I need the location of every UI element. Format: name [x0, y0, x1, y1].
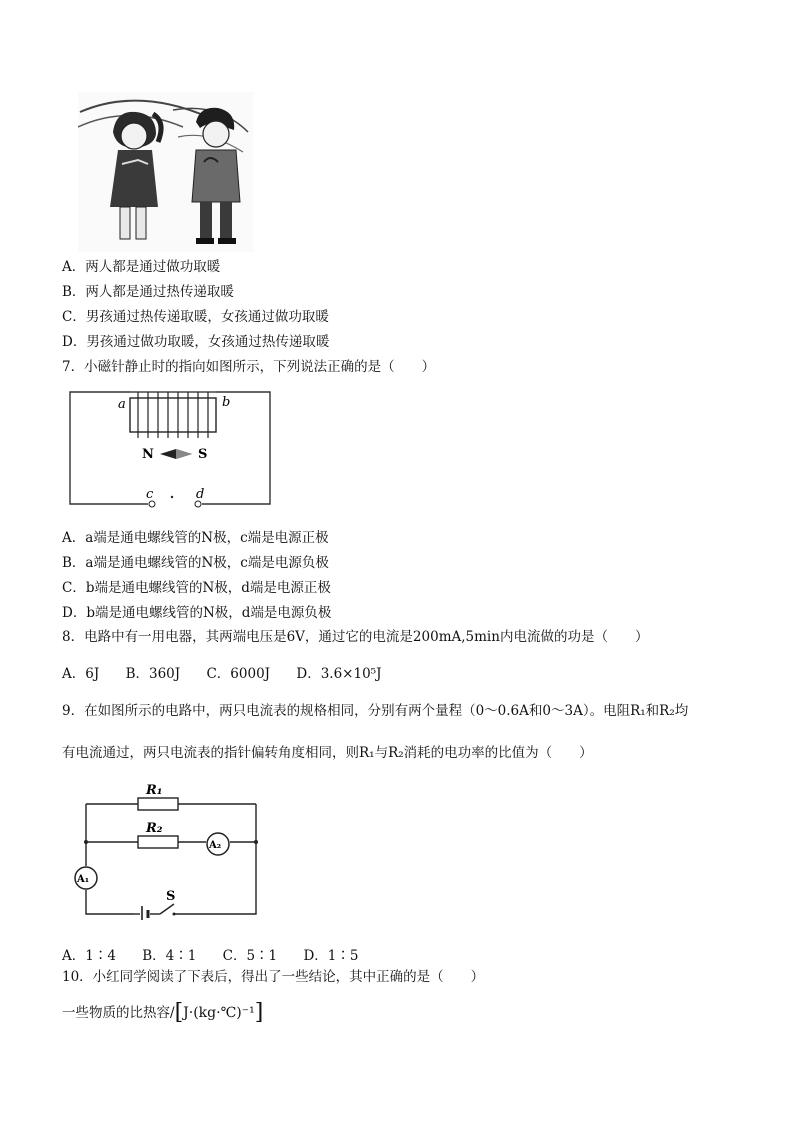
q8-option-c: C．6000J	[206, 666, 271, 682]
q7-option-b: B．a端是通电螺线管的N极，c端是电源负极	[62, 555, 329, 571]
label-c: c	[146, 487, 154, 502]
q9-option-a: A．1∶4	[62, 948, 116, 964]
q9-stem-line1: 9．在如图所示的电路中，两只电流表的规格相同，分别有两个量程（0～0.6A和0～3A）。电阻R₁和R₂均	[62, 703, 689, 719]
q6-option-c: C．男孩通过热传递取暖，女孩通过做功取暖	[62, 309, 329, 325]
q7-stem: 7．小磁针静止时的指向如图所示，下列说法正确的是（ ）	[62, 359, 436, 375]
label-r2: R₂	[146, 821, 163, 836]
q10-table-title: 一些物质的比热容/[J·(kg·℃)⁻¹]	[62, 1000, 264, 1025]
q6-option-a: A．两人都是通过做功取暖	[62, 259, 221, 275]
q9-stem-line2: 有电流通过，两只电流表的指针偏转角度相同，则R₁与R₂消耗的电功率的比值为（ ）	[62, 745, 593, 761]
ammeter-circuit-diagram	[66, 780, 266, 920]
q8-options	[62, 662, 403, 682]
q9-option-d: D．1∶5	[303, 948, 359, 964]
q8-stem: 8．电路中有一用电器，其两端电压是6V，通过它的电流是200mA,5min内电流做的功是（ ）	[62, 629, 649, 645]
q8-option-b: B．360J	[125, 666, 181, 682]
label-b: b	[222, 395, 231, 410]
q9-option-b: B．4∶1	[142, 948, 197, 964]
label-s: S	[198, 447, 208, 462]
q9-options	[62, 944, 380, 964]
q6-option-d: D．男孩通过做功取暖，女孩通过热传递取暖	[62, 334, 330, 350]
label-r1: R₁	[146, 783, 163, 798]
q10-stem: 10．小红同学阅读了下表后，得出了一些结论，其中正确的是（ ）	[62, 969, 485, 985]
q7-option-a: A．a端是通电螺线管的N极，c端是电源正极	[62, 530, 329, 546]
label-switch: S	[166, 889, 176, 904]
solenoid-diagram	[66, 386, 278, 512]
q7-option-c: C．b端是通电螺线管的N极，d端是电源正极	[62, 580, 331, 596]
q10-table-title-prefix: 一些物质的比热容/	[62, 1005, 175, 1021]
label-a1: A₁	[77, 874, 90, 885]
label-n: N	[142, 447, 154, 462]
q7-option-d: D．b端是通电螺线管的N极，d端是电源负极	[62, 605, 332, 621]
q8-option-d: D．3.6×10⁵J	[296, 666, 382, 682]
label-a: a	[118, 397, 126, 412]
children-illustration	[78, 92, 253, 252]
q9-option-c: C．5∶1	[222, 948, 278, 964]
label-a2: A₂	[209, 840, 222, 851]
q8-option-a: A．6J	[62, 666, 100, 682]
q6-option-b: B．两人都是通过热传递取暖	[62, 284, 234, 300]
label-d: d	[196, 487, 205, 502]
q10-table-title-unit: J·(kg·℃)⁻¹	[183, 1005, 255, 1021]
